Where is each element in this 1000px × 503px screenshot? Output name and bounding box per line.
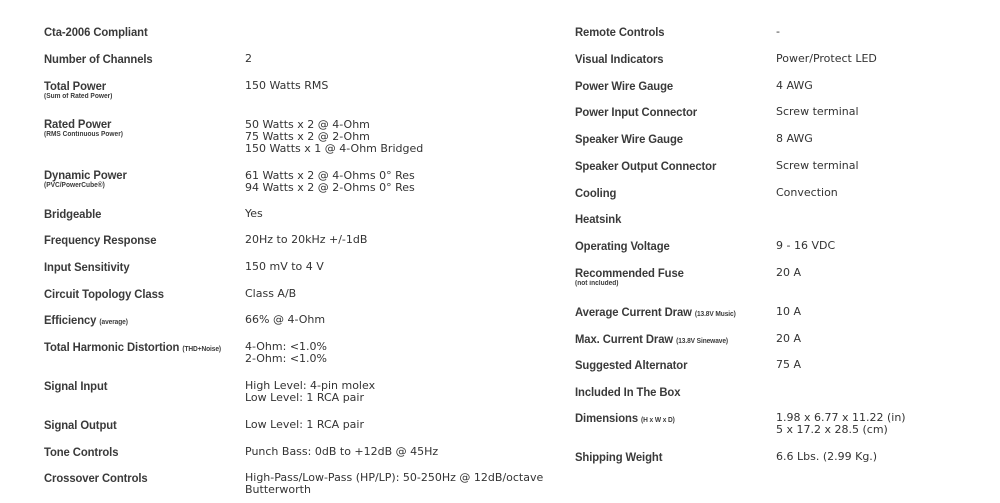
spec-value [245, 314, 325, 326]
spec-value-line: Low Level: 1 RCA pair [245, 391, 364, 404]
spec-label-text: Crossover Controls [44, 471, 148, 485]
spec-label [44, 446, 118, 458]
spec-label-text: Efficiency [44, 313, 97, 327]
spec-label-text: Number of Channels [44, 52, 153, 66]
spec-value-line: Punch Bass: 0dB to +12dB @ 45Hz [245, 445, 439, 458]
spec-label-text: Input Sensitivity [44, 260, 130, 274]
spec-value-line: Class A/B [245, 287, 297, 300]
spec-value [776, 187, 838, 199]
spec-value [776, 106, 859, 118]
spec-label [44, 80, 106, 92]
spec-label [44, 234, 156, 246]
spec-value [776, 359, 801, 371]
spec-label [575, 240, 670, 252]
spec-label [575, 386, 680, 398]
spec-label-subtext: (Sum of Rated Power) [44, 93, 113, 100]
spec-value [245, 234, 367, 246]
spec-value [776, 306, 801, 318]
spec-label-subtext: (RMS Continuous Power) [44, 131, 123, 138]
spec-value-line: 2 [245, 52, 252, 65]
spec-label-subtext: (PVC/PowerCube®) [44, 182, 105, 189]
spec-label [575, 133, 683, 145]
spec-value [245, 170, 415, 194]
spec-label [575, 306, 736, 319]
spec-label-text: Shipping Weight [575, 450, 663, 464]
spec-value [245, 208, 263, 220]
spec-label-text: Cta-2006 Compliant [44, 25, 148, 39]
spec-label-note: (13.8V Music) [694, 311, 736, 318]
spec-value-line: 66% @ 4-Ohm [245, 313, 326, 326]
spec-label [575, 213, 621, 225]
spec-label-text: Dimensions [575, 411, 639, 425]
spec-value [245, 288, 296, 300]
spec-label-subtext: (not included) [575, 280, 619, 287]
spec-label-text: Recommended Fuse [575, 266, 684, 280]
spec-value [245, 446, 438, 458]
spec-label [44, 26, 148, 38]
spec-label-text: Remote Controls [575, 25, 665, 39]
spec-label [575, 80, 673, 92]
spec-value [245, 419, 364, 431]
spec-label-text: Rated Power [44, 117, 112, 131]
spec-value-line: 20 A [776, 332, 802, 345]
spec-label-note: (average) [99, 319, 128, 326]
spec-label [44, 341, 221, 354]
spec-label-text: Cooling [575, 186, 617, 200]
spec-value-line: 8 AWG [776, 132, 813, 145]
spec-value [245, 341, 327, 365]
spec-label [44, 288, 164, 300]
spec-value-line: 20Hz to 20kHz +/-1dB [245, 233, 368, 246]
spec-value-line: 150 Watts x 1 @ 4-Ohm Bridged [245, 142, 424, 155]
spec-value [245, 119, 423, 155]
spec-label [44, 118, 111, 130]
spec-label-text: Power Input Connector [575, 105, 698, 119]
spec-value-line: 1.98 x 6.77 x 11.22 (in) [776, 411, 906, 424]
spec-label-text: Total Power [44, 79, 107, 93]
spec-label [44, 53, 153, 65]
spec-value [776, 53, 877, 65]
spec-value-line: - [776, 25, 780, 38]
spec-value-line: Low Level: 1 RCA pair [245, 418, 364, 431]
spec-label [44, 419, 117, 431]
spec-label [575, 26, 664, 38]
spec-value-line: 6.6 Lbs. (2.99 Kg.) [776, 450, 878, 463]
spec-value-line: Screw terminal [776, 105, 859, 118]
spec-value [245, 80, 328, 92]
spec-value-line: 61 Watts x 2 @ 4-Ohms 0° Res [245, 169, 415, 182]
spec-value-line: High Level: 4-pin molex [245, 379, 376, 392]
spec-label-text: Signal Output [44, 418, 117, 432]
spec-label [575, 333, 728, 346]
spec-value-line: 10 A [776, 305, 802, 318]
spec-value-line: 75 Watts x 2 @ 2-Ohm [245, 130, 370, 143]
spec-label-text: Frequency Response [44, 233, 157, 247]
spec-label-text: Circuit Topology Class [44, 287, 164, 301]
spec-value-line: 50 Watts x 2 @ 4-Ohm [245, 118, 370, 131]
spec-value-line: 4-Ohm: <1.0% [245, 340, 327, 353]
spec-label-text: Signal Input [44, 379, 108, 393]
spec-label [575, 160, 716, 172]
spec-label [575, 412, 675, 425]
spec-value [245, 472, 543, 496]
spec-value-line: High-Pass/Low-Pass (HP/LP): 50-250Hz @ 12dB/octave [245, 471, 544, 484]
spec-value-line: 5 x 17.2 x 28.5 (cm) [776, 423, 888, 436]
spec-label-text: Dynamic Power [44, 168, 127, 182]
spec-label-text: Power Wire Gauge [575, 79, 674, 93]
spec-value [776, 80, 813, 92]
spec-value [245, 380, 375, 404]
spec-value-line: 150 Watts RMS [245, 79, 329, 92]
spec-value [776, 412, 906, 436]
spec-label [575, 267, 684, 279]
spec-label-text: Bridgeable [44, 207, 102, 221]
spec-label-text: Speaker Wire Gauge [575, 132, 683, 146]
spec-label-text: Average Current Draw [575, 305, 692, 319]
spec-value-line: 20 A [776, 266, 802, 279]
spec-label-text: Tone Controls [44, 445, 119, 459]
spec-value [776, 333, 801, 345]
spec-value [776, 26, 780, 38]
spec-value [776, 160, 859, 172]
spec-value-line: Yes [245, 207, 263, 220]
spec-value-line: 2-Ohm: <1.0% [245, 352, 327, 365]
spec-value [776, 133, 813, 145]
spec-label [44, 314, 128, 327]
spec-value [776, 240, 835, 252]
spec-value [245, 261, 324, 273]
spec-label [44, 472, 148, 484]
spec-value-line: 94 Watts x 2 @ 2-Ohms 0° Res [245, 181, 415, 194]
spec-value [776, 451, 877, 463]
spec-value-line: Screw terminal [776, 159, 859, 172]
spec-label-text: Suggested Alternator [575, 358, 688, 372]
spec-label [575, 359, 687, 371]
spec-label-text: Heatsink [575, 212, 622, 226]
spec-value-line: 9 - 16 VDC [776, 239, 836, 252]
spec-value-line: Power/Protect LED [776, 52, 877, 65]
spec-value [245, 53, 252, 65]
spec-label [575, 187, 616, 199]
spec-label-text: Total Harmonic Distortion [44, 340, 180, 354]
spec-label-note: (THD+Noise) [182, 346, 221, 353]
spec-value-line: 75 A [776, 358, 802, 371]
spec-label [575, 53, 663, 65]
spec-label [44, 380, 107, 392]
spec-label-text: Operating Voltage [575, 239, 670, 253]
spec-label-text: Included In The Box [575, 385, 681, 399]
spec-label [44, 169, 127, 181]
spec-label [575, 451, 662, 463]
spec-label-text: Max. Current Draw [575, 332, 674, 346]
spec-label [44, 261, 130, 273]
spec-value-line: Convection [776, 186, 838, 199]
spec-value-line: 150 mV to 4 V [245, 260, 324, 273]
spec-label [44, 208, 101, 220]
spec-label-text: Speaker Output Connector [575, 159, 717, 173]
spec-value [776, 267, 801, 279]
spec-label-note: (H x W x D) [641, 417, 675, 424]
spec-label [575, 106, 697, 118]
spec-value-line: 4 AWG [776, 79, 813, 92]
spec-label-note: (13.8V Sinewave) [676, 338, 729, 345]
spec-value-line: Butterworth [245, 483, 311, 496]
spec-label-text: Visual Indicators [575, 52, 664, 66]
